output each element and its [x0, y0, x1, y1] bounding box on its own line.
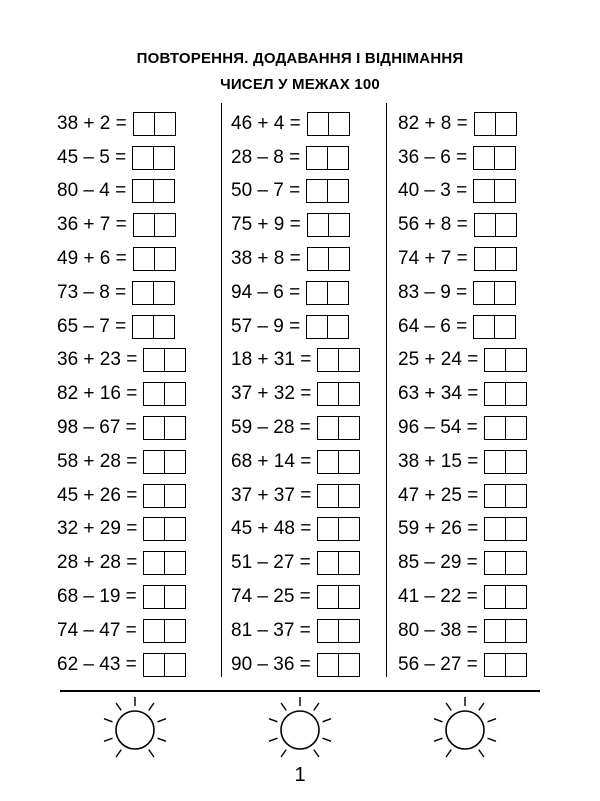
- answer-digit-cell[interactable]: [164, 518, 185, 540]
- sun-ray: [149, 703, 154, 710]
- exercise-row: [57, 208, 186, 242]
- answer-digit-cell[interactable]: [485, 451, 505, 473]
- exercise-expression: 32 + 29 =: [57, 518, 138, 540]
- answer-box[interactable]: [484, 619, 527, 643]
- exercise-expression: 45 + 26 =: [57, 484, 138, 506]
- answer-digit-cell[interactable]: [144, 383, 164, 405]
- sun-disc: [281, 711, 319, 749]
- answer-digit-cell[interactable]: [494, 147, 515, 169]
- exercise-expression: 56 – 27 =: [398, 653, 478, 675]
- answer-digit-cell[interactable]: [318, 518, 338, 540]
- answer-digit-cell[interactable]: [475, 248, 495, 270]
- answer-digit-cell[interactable]: [505, 383, 526, 405]
- answer-box[interactable]: [473, 281, 516, 305]
- sun-icon: [410, 690, 520, 770]
- exercise-expression: 74 – 47 =: [57, 619, 137, 641]
- answer-box[interactable]: [133, 112, 176, 136]
- exercise-expression: 47 + 25 =: [398, 484, 479, 506]
- answer-digit-cell[interactable]: [144, 654, 164, 676]
- exercise-row: [57, 107, 186, 141]
- answer-digit-cell[interactable]: [494, 316, 515, 338]
- exercise-row: [398, 208, 527, 242]
- sun-ray: [158, 738, 166, 741]
- exercise-row: [398, 377, 527, 411]
- answer-digit-cell[interactable]: [485, 620, 505, 642]
- exercise-row: [57, 242, 186, 276]
- exercise-expression: 57 – 9 =: [231, 315, 301, 337]
- exercise-expression: 59 + 26 =: [398, 518, 479, 540]
- answer-box[interactable]: [317, 517, 360, 541]
- exercise-expression: 41 – 22 =: [398, 586, 478, 608]
- exercise-column-1: [57, 107, 186, 682]
- answer-digit-cell[interactable]: [505, 586, 526, 608]
- answer-box[interactable]: [143, 450, 186, 474]
- answer-box[interactable]: [317, 382, 360, 406]
- exercise-row: [231, 276, 360, 310]
- exercise-expression: 82 + 16 =: [57, 383, 138, 405]
- answer-digit-cell[interactable]: [485, 383, 505, 405]
- sun-ray: [446, 750, 451, 757]
- exercise-expression: 74 + 7 =: [398, 248, 468, 270]
- answer-box[interactable]: [306, 315, 349, 339]
- answer-digit-cell[interactable]: [164, 485, 185, 507]
- exercise-expression: 62 – 43 =: [57, 653, 137, 675]
- answer-box[interactable]: [484, 382, 527, 406]
- answer-digit-cell[interactable]: [495, 214, 516, 236]
- exercise-expression: 25 + 24 =: [398, 349, 479, 371]
- exercise-row: [398, 344, 527, 378]
- answer-digit-cell[interactable]: [154, 113, 175, 135]
- answer-digit-cell[interactable]: [144, 620, 164, 642]
- exercise-expression: 46 + 4 =: [231, 112, 301, 134]
- exercise-row: [398, 580, 527, 614]
- answer-box[interactable]: [143, 382, 186, 406]
- answer-digit-cell[interactable]: [328, 113, 349, 135]
- answer-digit-cell[interactable]: [164, 383, 185, 405]
- answer-digit-cell[interactable]: [495, 113, 516, 135]
- answer-digit-cell[interactable]: [485, 552, 505, 574]
- answer-box[interactable]: [132, 315, 175, 339]
- exercise-expression: 75 + 9 =: [231, 214, 301, 236]
- exercise-expression: 80 – 4 =: [57, 180, 127, 202]
- answer-digit-cell[interactable]: [144, 586, 164, 608]
- exercise-expression: 45 – 5 =: [57, 146, 127, 168]
- answer-box[interactable]: [484, 348, 527, 372]
- answer-box[interactable]: [317, 416, 360, 440]
- answer-box[interactable]: [317, 619, 360, 643]
- answer-digit-cell[interactable]: [327, 282, 348, 304]
- exercise-row: [57, 175, 186, 209]
- answer-digit-cell[interactable]: [485, 485, 505, 507]
- exercise-expression: 83 – 9 =: [398, 281, 468, 303]
- answer-box[interactable]: [473, 315, 516, 339]
- exercise-expression: 94 – 6 =: [231, 281, 301, 303]
- exercise-expression: 38 + 2 =: [57, 112, 127, 134]
- sun-disc: [446, 711, 484, 749]
- exercise-row: [57, 614, 186, 648]
- exercise-row: [398, 242, 527, 276]
- answer-digit-cell[interactable]: [307, 180, 327, 202]
- exercise-row: [398, 107, 527, 141]
- exercise-expression: 50 – 7 =: [231, 180, 301, 202]
- answer-digit-cell[interactable]: [505, 620, 526, 642]
- exercise-row: [57, 546, 186, 580]
- exercise-row: [231, 310, 360, 344]
- answer-digit-cell[interactable]: [318, 654, 338, 676]
- answer-box[interactable]: [473, 146, 516, 170]
- sun-ray: [488, 719, 496, 722]
- answer-box[interactable]: [307, 112, 350, 136]
- exercise-row: [231, 344, 360, 378]
- answer-digit-cell[interactable]: [485, 349, 505, 371]
- exercise-column-2: [231, 107, 360, 682]
- exercise-row: [231, 479, 360, 513]
- sun-ray: [158, 719, 166, 722]
- answer-box[interactable]: [484, 450, 527, 474]
- sun-ray: [281, 750, 286, 757]
- page-subtitle: ЧИСЕЛ У МЕЖАХ 100: [220, 76, 380, 93]
- answer-box[interactable]: [307, 213, 350, 237]
- answer-box[interactable]: [133, 213, 176, 237]
- sun-disc: [116, 711, 154, 749]
- answer-digit-cell[interactable]: [308, 113, 328, 135]
- exercise-expression: 85 – 29 =: [398, 552, 478, 574]
- answer-digit-cell[interactable]: [338, 451, 359, 473]
- answer-digit-cell[interactable]: [485, 654, 505, 676]
- exercise-expression: 73 – 8 =: [57, 281, 127, 303]
- exercise-row: [398, 141, 527, 175]
- answer-box[interactable]: [484, 517, 527, 541]
- exercise-row: [398, 175, 527, 209]
- answer-box[interactable]: [307, 247, 350, 271]
- answer-digit-cell[interactable]: [505, 552, 526, 574]
- answer-digit-cell[interactable]: [318, 417, 338, 439]
- answer-box[interactable]: [473, 179, 516, 203]
- exercise-row: [231, 614, 360, 648]
- answer-digit-cell[interactable]: [318, 552, 338, 574]
- exercise-row: [398, 546, 527, 580]
- exercise-row: [57, 580, 186, 614]
- exercise-row: [57, 141, 186, 175]
- exercise-row: [57, 310, 186, 344]
- exercise-expression: 45 + 48 =: [231, 518, 312, 540]
- answer-digit-cell[interactable]: [318, 451, 338, 473]
- exercise-expression: 80 – 38 =: [398, 619, 478, 641]
- exercise-row: [231, 242, 360, 276]
- exercise-expression: 18 + 31 =: [231, 349, 312, 371]
- answer-digit-cell[interactable]: [338, 383, 359, 405]
- answer-box[interactable]: [143, 517, 186, 541]
- sun-ray: [104, 738, 112, 741]
- exercise-expression: 36 + 23 =: [57, 349, 138, 371]
- answer-digit-cell[interactable]: [495, 248, 516, 270]
- exercise-row: [231, 377, 360, 411]
- answer-box[interactable]: [143, 416, 186, 440]
- exercise-expression: 49 + 6 =: [57, 248, 127, 270]
- answer-box[interactable]: [484, 551, 527, 575]
- exercise-row: [57, 344, 186, 378]
- exercise-expression: 96 – 54 =: [398, 417, 478, 439]
- answer-box[interactable]: [484, 653, 527, 677]
- exercise-expression: 56 + 8 =: [398, 214, 468, 236]
- answer-digit-cell[interactable]: [153, 180, 174, 202]
- exercise-row: [231, 580, 360, 614]
- sun-ray: [269, 719, 277, 722]
- exercise-expression: 68 – 19 =: [57, 586, 137, 608]
- answer-digit-cell[interactable]: [338, 349, 359, 371]
- answer-digit-cell[interactable]: [144, 518, 164, 540]
- exercise-expression: 82 + 8 =: [398, 112, 468, 134]
- column-divider: [386, 103, 387, 677]
- exercise-row: [231, 546, 360, 580]
- answer-digit-cell[interactable]: [133, 316, 153, 338]
- exercise-row: [398, 614, 527, 648]
- answer-box[interactable]: [132, 281, 175, 305]
- answer-digit-cell[interactable]: [318, 586, 338, 608]
- exercise-row: [231, 208, 360, 242]
- answer-digit-cell[interactable]: [144, 349, 164, 371]
- sun-ray: [314, 750, 319, 757]
- sun-ray: [434, 738, 442, 741]
- answer-box[interactable]: [143, 653, 186, 677]
- answer-digit-cell[interactable]: [164, 654, 185, 676]
- exercise-row: [231, 648, 360, 682]
- answer-digit-cell[interactable]: [338, 620, 359, 642]
- exercise-row: [231, 107, 360, 141]
- answer-digit-cell[interactable]: [494, 282, 515, 304]
- answer-digit-cell[interactable]: [338, 518, 359, 540]
- answer-digit-cell[interactable]: [475, 113, 495, 135]
- answer-box[interactable]: [484, 585, 527, 609]
- answer-box[interactable]: [474, 112, 517, 136]
- answer-digit-cell[interactable]: [308, 214, 328, 236]
- answer-box[interactable]: [306, 281, 349, 305]
- answer-digit-cell[interactable]: [327, 180, 348, 202]
- answer-digit-cell[interactable]: [133, 147, 153, 169]
- answer-digit-cell[interactable]: [505, 485, 526, 507]
- exercise-row: [398, 513, 527, 547]
- answer-digit-cell[interactable]: [505, 518, 526, 540]
- exercise-row: [398, 411, 527, 445]
- sun-ray: [434, 719, 442, 722]
- answer-digit-cell[interactable]: [307, 282, 327, 304]
- answer-box[interactable]: [306, 179, 349, 203]
- sun-icon: [80, 690, 190, 770]
- exercise-expression: 28 – 8 =: [231, 146, 301, 168]
- sun-ray: [488, 738, 496, 741]
- exercise-expression: 65 – 7 =: [57, 315, 127, 337]
- answer-box[interactable]: [143, 484, 186, 508]
- answer-digit-cell[interactable]: [164, 586, 185, 608]
- answer-digit-cell[interactable]: [318, 620, 338, 642]
- answer-digit-cell[interactable]: [505, 654, 526, 676]
- answer-box[interactable]: [317, 348, 360, 372]
- exercise-row: [398, 648, 527, 682]
- answer-box[interactable]: [317, 585, 360, 609]
- answer-digit-cell[interactable]: [505, 349, 526, 371]
- exercise-expression: 38 + 8 =: [231, 248, 301, 270]
- column-divider: [221, 103, 222, 677]
- answer-box[interactable]: [133, 247, 176, 271]
- exercise-row: [57, 479, 186, 513]
- exercise-column-3: [398, 107, 527, 682]
- answer-box[interactable]: [474, 247, 517, 271]
- answer-box[interactable]: [317, 653, 360, 677]
- sun-ray: [281, 703, 286, 710]
- answer-digit-cell[interactable]: [328, 248, 349, 270]
- answer-digit-cell[interactable]: [134, 214, 154, 236]
- exercise-row: [57, 276, 186, 310]
- sun-ray: [314, 703, 319, 710]
- answer-digit-cell[interactable]: [505, 417, 526, 439]
- answer-digit-cell[interactable]: [144, 485, 164, 507]
- answer-digit-cell[interactable]: [164, 552, 185, 574]
- answer-digit-cell[interactable]: [474, 282, 494, 304]
- exercise-expression: 37 + 32 =: [231, 383, 312, 405]
- answer-digit-cell[interactable]: [338, 485, 359, 507]
- answer-box[interactable]: [143, 348, 186, 372]
- sun-ray: [116, 703, 121, 710]
- answer-digit-cell[interactable]: [327, 147, 348, 169]
- answer-digit-cell[interactable]: [164, 349, 185, 371]
- answer-box[interactable]: [474, 213, 517, 237]
- answer-digit-cell[interactable]: [338, 654, 359, 676]
- answer-digit-cell[interactable]: [154, 248, 175, 270]
- sun-ray: [479, 750, 484, 757]
- exercise-expression: 63 + 34 =: [398, 383, 479, 405]
- answer-digit-cell[interactable]: [327, 316, 348, 338]
- answer-digit-cell[interactable]: [133, 180, 153, 202]
- answer-digit-cell[interactable]: [164, 620, 185, 642]
- answer-box[interactable]: [484, 484, 527, 508]
- answer-digit-cell[interactable]: [338, 586, 359, 608]
- sun-ray: [104, 719, 112, 722]
- answer-digit-cell[interactable]: [485, 417, 505, 439]
- exercise-expression: 36 – 6 =: [398, 146, 468, 168]
- answer-digit-cell[interactable]: [318, 349, 338, 371]
- answer-digit-cell[interactable]: [485, 586, 505, 608]
- answer-digit-cell[interactable]: [133, 282, 153, 304]
- answer-box[interactable]: [143, 585, 186, 609]
- answer-box[interactable]: [317, 450, 360, 474]
- answer-digit-cell[interactable]: [308, 248, 328, 270]
- answer-digit-cell[interactable]: [144, 451, 164, 473]
- exercise-row: [231, 445, 360, 479]
- exercise-expression: 36 + 7 =: [57, 214, 127, 236]
- answer-box[interactable]: [317, 484, 360, 508]
- answer-digit-cell[interactable]: [494, 180, 515, 202]
- answer-digit-cell[interactable]: [475, 214, 495, 236]
- sun-ray: [323, 738, 331, 741]
- sun-ray: [323, 719, 331, 722]
- answer-box[interactable]: [132, 179, 175, 203]
- exercise-expression: 98 – 67 =: [57, 417, 137, 439]
- answer-digit-cell[interactable]: [474, 180, 494, 202]
- answer-digit-cell[interactable]: [153, 147, 174, 169]
- exercise-expression: 40 – 3 =: [398, 180, 468, 202]
- answer-box[interactable]: [143, 551, 186, 575]
- answer-box[interactable]: [317, 551, 360, 575]
- exercise-expression: 74 – 25 =: [231, 586, 311, 608]
- exercise-expression: 28 + 28 =: [57, 552, 138, 574]
- exercise-expression: 59 – 28 =: [231, 417, 311, 439]
- answer-digit-cell[interactable]: [474, 147, 494, 169]
- answer-digit-cell[interactable]: [164, 451, 185, 473]
- exercise-expression: 90 – 36 =: [231, 653, 311, 675]
- answer-digit-cell[interactable]: [164, 417, 185, 439]
- exercise-row: [231, 411, 360, 445]
- answer-digit-cell[interactable]: [154, 214, 175, 236]
- exercise-expression: 37 + 37 =: [231, 484, 312, 506]
- answer-digit-cell[interactable]: [144, 417, 164, 439]
- answer-box[interactable]: [143, 619, 186, 643]
- exercise-row: [231, 141, 360, 175]
- answer-box[interactable]: [484, 416, 527, 440]
- exercise-expression: 64 – 6 =: [398, 315, 468, 337]
- answer-digit-cell[interactable]: [307, 316, 327, 338]
- exercise-row: [57, 411, 186, 445]
- answer-digit-cell[interactable]: [338, 417, 359, 439]
- answer-digit-cell[interactable]: [485, 518, 505, 540]
- exercise-row: [57, 513, 186, 547]
- sun-ray: [116, 750, 121, 757]
- exercise-expression: 38 + 15 =: [398, 450, 479, 472]
- exercise-row: [398, 479, 527, 513]
- page-number: 1: [294, 764, 306, 786]
- exercise-expression: 81 – 37 =: [231, 619, 311, 641]
- exercise-row: [398, 276, 527, 310]
- answer-digit-cell[interactable]: [307, 147, 327, 169]
- exercise-row: [57, 377, 186, 411]
- exercise-expression: 68 + 14 =: [231, 450, 312, 472]
- answer-digit-cell[interactable]: [474, 316, 494, 338]
- answer-digit-cell[interactable]: [318, 485, 338, 507]
- exercise-row: [57, 648, 186, 682]
- answer-digit-cell[interactable]: [153, 282, 174, 304]
- sun-ray: [446, 703, 451, 710]
- exercise-expression: 58 + 28 =: [57, 450, 138, 472]
- exercise-expression: 51 – 27 =: [231, 552, 311, 574]
- exercise-row: [231, 513, 360, 547]
- exercise-row: [57, 445, 186, 479]
- answer-box[interactable]: [132, 146, 175, 170]
- answer-digit-cell[interactable]: [328, 214, 349, 236]
- answer-digit-cell[interactable]: [134, 248, 154, 270]
- answer-digit-cell[interactable]: [134, 113, 154, 135]
- answer-digit-cell[interactable]: [338, 552, 359, 574]
- exercise-row: [398, 445, 527, 479]
- answer-box[interactable]: [306, 146, 349, 170]
- exercise-row: [231, 175, 360, 209]
- exercise-row: [398, 310, 527, 344]
- page-title: ПОВТОРЕННЯ. ДОДАВАННЯ І ВІДНІМАННЯ: [136, 50, 464, 67]
- sun-icon: [245, 690, 355, 770]
- sun-ray: [149, 750, 154, 757]
- answer-digit-cell[interactable]: [144, 552, 164, 574]
- answer-digit-cell[interactable]: [318, 383, 338, 405]
- sun-ray: [269, 738, 277, 741]
- sun-ray: [479, 703, 484, 710]
- answer-digit-cell[interactable]: [153, 316, 174, 338]
- answer-digit-cell[interactable]: [505, 451, 526, 473]
